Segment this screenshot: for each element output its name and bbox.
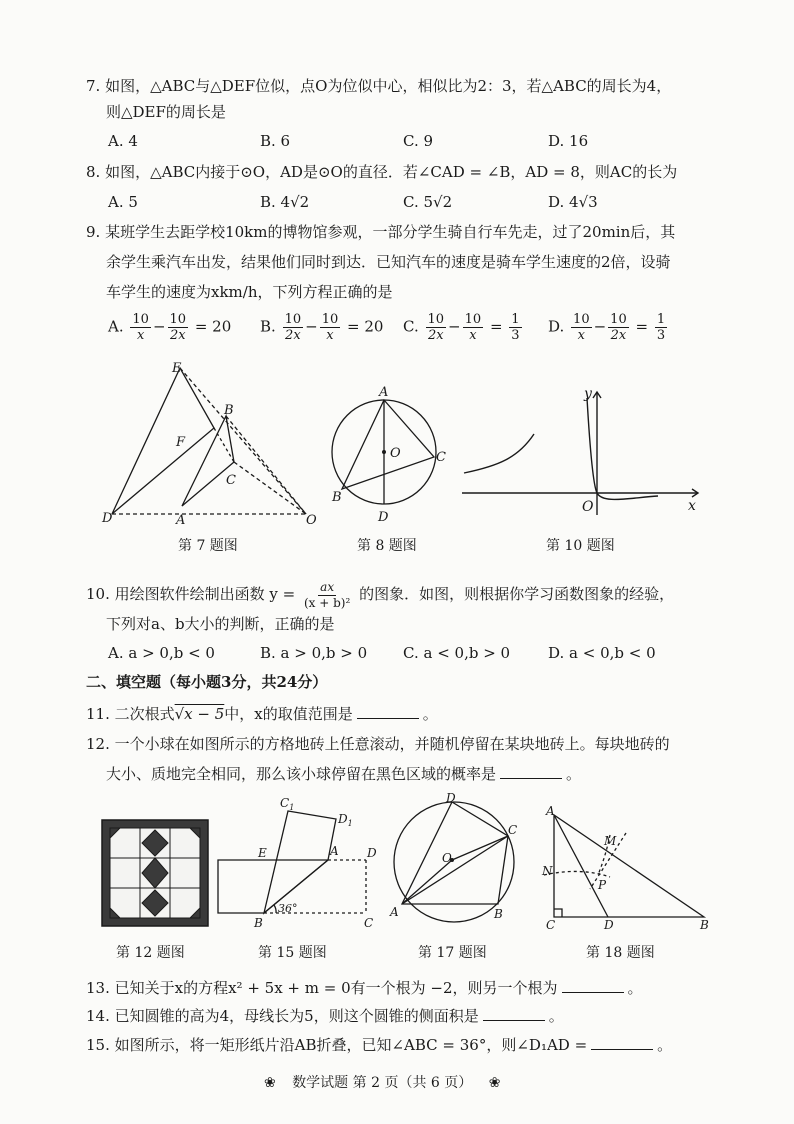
q14-end: 。 [548,1007,564,1025]
q9-a-label: A. [108,317,124,336]
q14-text: 14. 已知圆锥的高为4，母线长为5，则这个圆锥的侧面积是 [86,1007,479,1025]
q14-answer-blank[interactable] [483,1006,545,1021]
frac-num: 10 [610,312,627,327]
q9-d-frac1 [571,312,592,343]
frac-den: x [326,328,334,343]
frac-den: 2x [285,328,301,343]
q9-line3: 车学生的速度为xkm/h，下列方程正确的是 [106,283,393,301]
curve-left-branch [464,434,534,473]
label-c: C [508,823,518,837]
frac-den: 2x [169,328,186,343]
label-x: x [688,498,696,514]
label-o: O [390,446,401,461]
q15-text: 15. 如图所示，将一矩形纸片沿AB折叠，已知∠ABC = 36°，则∠D₁AD = [86,1036,588,1054]
label-o: O [306,513,317,528]
frac-num: 1 [511,312,520,327]
label-a: A [176,513,186,528]
label-y: y [584,386,592,402]
figure-10 [458,380,708,520]
frac-num: ax [320,579,335,594]
label-d1: $D_1$ [338,812,353,828]
q12-end: 。 [566,765,582,783]
q8-line1: 8. 如图，△ABC内接于⊙O，AD是⊙O的直径．若∠CAD = ∠B，AD = 8，则AC的长为 [86,163,678,181]
frac-den: (x + b)² [303,595,351,610]
right-angle-mark [554,909,562,917]
q11-line [86,704,438,724]
frac-num: 10 [321,312,339,327]
q9-a-rhs: = 20 [194,317,232,336]
label-n: N [542,864,553,878]
q10-option-b: B. a > 0,b > 0 [260,644,368,662]
caption-fig18: 第 18 题图 [586,945,655,961]
q7-options [108,131,708,151]
q13-line [86,978,643,998]
q12-line2-text: 大小、质地完全相同，那么该小球停留在黑色区域的概率是 [106,765,497,783]
frac-den: x [469,328,477,343]
frac-den: x [577,328,585,343]
q9-line1: 9. 某班学生去距学校10km的博物馆参观，一部分学生骑自行车先走，过了20min后，其 [86,223,676,241]
figure-17 [388,792,523,930]
q9-d-rhs [655,312,667,343]
q13-text: 13. 已知关于x的方程x² + 5x + m = 0有一个根为 −2，则另一个根为 [86,979,558,997]
frac-den: 3 [656,328,666,343]
flower-icon: ❀ [488,1075,501,1091]
q10-option-d: D. a < 0,b < 0 [548,644,656,662]
q8-options [108,192,708,212]
q10-post: 的图象．如图，则根据你学习函数图象的经验， [359,585,675,603]
q9-options [108,310,708,350]
triangle-abc [182,416,234,506]
q9-option-a: A. $\frac{10}{x}$ − $\frac{10}{2x}$ = 20 [108,312,232,343]
flower-icon: ❀ [264,1075,276,1091]
label-a: A [330,844,339,858]
section-2-heading: 二、填空题（每小题3分，共24分） [86,673,328,691]
q12-line2 [106,764,581,784]
q9-option-d: D. $\frac{10}{x}$ − $\frac{10}{2x}$ = $\frac{1}{3}$ [548,312,666,343]
q9-d-frac2 [608,312,629,343]
page-footer [264,1072,500,1092]
q11-answer-blank[interactable] [357,704,419,719]
label-c: C [364,916,374,930]
q8-option-a: A. 5 [108,193,138,211]
q8-option-d: D. 4√3 [548,193,598,211]
figure-12 [100,818,212,930]
angle-arc [274,905,276,913]
caption-fig15: 第 15 题图 [258,945,327,961]
q10-line2: 下列对a、b大小的判断，正确的是 [106,615,335,633]
figure-7 [100,360,330,530]
quadrilateral-abcd [402,802,508,904]
frac-num: 10 [573,312,590,327]
label-d: D [102,511,113,526]
q7-option-d: D. 16 [548,132,589,150]
q11-radical: √x − 5 [174,705,225,723]
label-d: D [446,792,456,805]
label-c: C [546,918,556,932]
q15-answer-blank[interactable] [591,1035,653,1050]
segment-ao [402,860,452,904]
caption-fig7: 第 7 题图 [178,538,238,554]
q9-d-label: D. [548,317,565,336]
q9-line2: 余学生乘汽车出发，结果他们同时到达．已知汽车的速度是骑车学生速度的2倍，设骑 [106,253,671,271]
q10-option-c: C. a < 0,b > 0 [403,644,511,662]
q8-option-c: C. 5√2 [403,193,453,211]
frac-den: x [136,328,145,343]
label-b: B [700,918,709,932]
triangle-abc [342,400,434,489]
q13-answer-blank[interactable] [562,978,624,993]
label-c1: $C_1$ [280,796,295,812]
label-p: P [598,878,607,892]
q9-b-frac1 [283,312,304,343]
frac-den: 2x [427,328,444,343]
label-f: F [176,435,186,450]
label-d: D [367,846,377,860]
q9-b-label: B. [260,317,276,336]
q7-option-b: B. 6 [260,132,291,150]
caption-fig10: 第 10 题图 [546,538,615,554]
q9-b-frac2 [320,312,341,343]
q9-c-frac1 [426,312,447,343]
rect-left [218,860,268,913]
label-c: C [226,473,236,488]
segment-ad [554,815,608,917]
label-a: A [546,805,555,818]
label-d: D [378,510,389,525]
q10-options [108,643,708,663]
diagonal-ac [402,836,508,904]
label-o: O [582,499,594,515]
label-e: E [258,846,267,860]
caption-fig17: 第 17 题图 [418,945,487,961]
figure-18 [540,805,715,935]
label-a: A [379,385,389,400]
q15-end: 。 [657,1036,673,1054]
q12-answer-blank[interactable] [500,764,562,779]
label-d: D [604,918,614,932]
label-m: M [604,834,617,848]
q9-c-label: C. [403,317,419,336]
q7-line2: 则△DEF的周长是 [106,103,226,121]
label-o: O [442,851,452,865]
caption-fig12: 第 12 题图 [116,945,185,961]
segment-oc [452,836,508,860]
frac-num: 10 [427,312,445,327]
q9-c-rhs [509,312,521,343]
label-b: B [332,490,342,505]
ray-oc [234,462,306,514]
q10-pre: 10. 用绘图软件绘制出函数 y = [86,585,296,603]
q9-a-frac1 [130,312,151,343]
frac-num: 10 [284,312,302,327]
q9-c-frac2 [463,312,484,343]
label-b: B [254,916,263,930]
label-c: C [436,450,446,465]
q10-option-a: A. a > 0,b < 0 [108,644,215,662]
q11-end: 。 [422,705,438,723]
label-angle: 36° [278,902,298,915]
q9-option-c: C. $\frac{10}{2x}$ − $\frac{10}{x}$ = $\frac{1}{3}$ [403,312,520,343]
q15-line [86,1035,672,1055]
frac-den: 2x [610,328,627,343]
q12-line1: 12. 一个小球在如图所示的方格地砖上任意滚动，并随机停留在某块地砖上。每块地砖的 [86,735,670,753]
ray-ob [226,416,306,514]
label-b: B [224,403,234,418]
q9-option-b: B. $\frac{10}{2x}$ − $\frac{10}{x}$ = 20 [260,312,384,343]
q10-line1 [86,574,674,614]
caption-fig8: 第 8 题图 [357,538,417,554]
figure-15 [214,795,384,933]
tile-cell [110,858,140,888]
q7-line1: 7. 如图，△ABC与△DEF位似，点O为位似中心，相似比为2：3，若△ABC的周长为4， [86,77,672,95]
triangle-acb [554,815,704,917]
q7-option-a: A. 4 [108,132,138,150]
q8-option-b: B. 4√2 [260,193,310,211]
frac-num: 10 [169,312,187,327]
label-e: E [172,361,182,376]
tile-cell [170,858,200,888]
q11-pre: 11. 二次根式 [86,705,175,723]
frac-den: 3 [511,328,520,343]
frac-num: 10 [132,312,149,327]
q14-line [86,1006,564,1026]
q9-a-frac2 [168,312,189,343]
q10-fraction [302,580,352,611]
q13-end: 。 [627,979,643,997]
q9-b-rhs: = 20 [347,317,384,336]
label-b: B [494,907,503,921]
frac-num: 1 [656,312,666,327]
q11-post: 中，x的取值范围是 [224,705,353,723]
q7-option-c: C. 9 [403,132,434,150]
footer-text: 数学试题 第 2 页（共 6 页） [292,1075,473,1091]
figure-8 [326,385,451,527]
center-dot [382,450,386,454]
label-a: A [390,905,399,919]
frac-num: 10 [464,312,482,327]
